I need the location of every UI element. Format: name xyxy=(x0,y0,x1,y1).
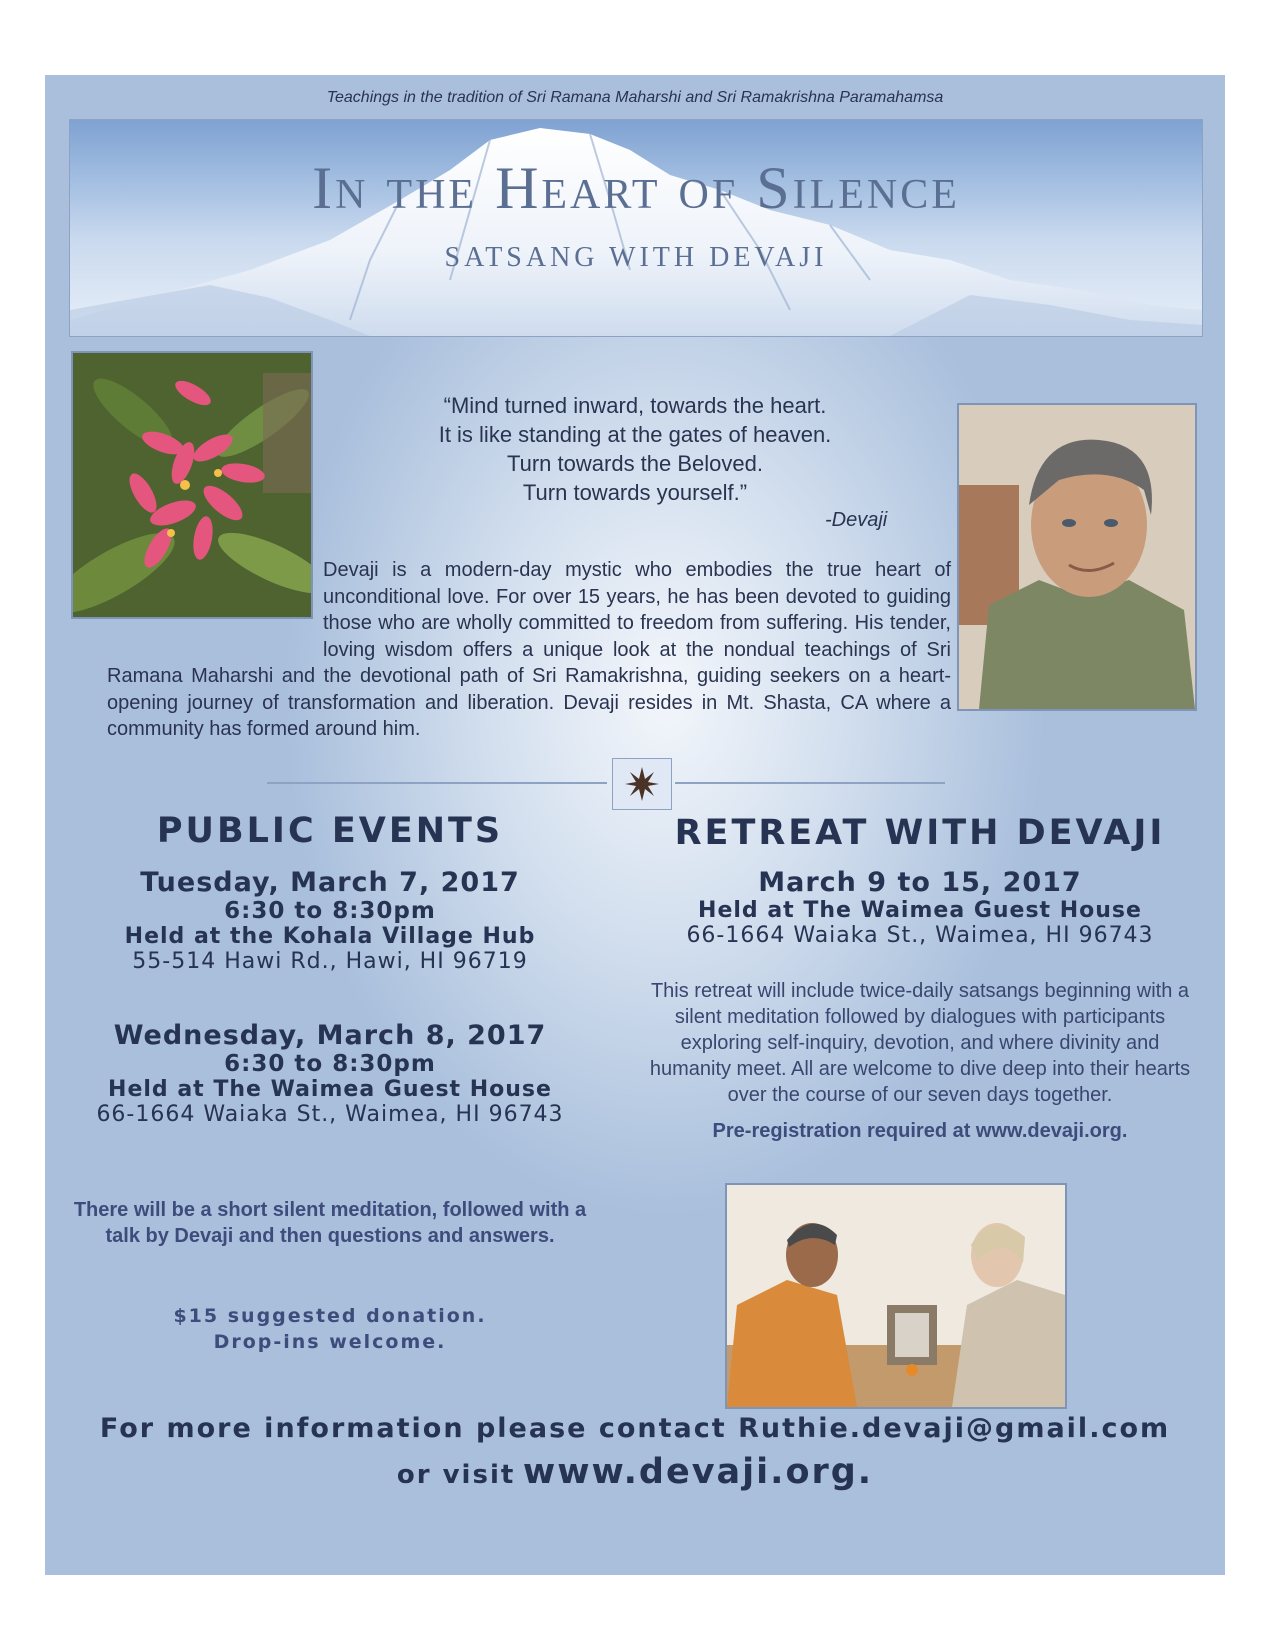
bio-paragraph xyxy=(107,557,951,743)
bio-indent-spacer xyxy=(107,557,323,637)
website-link[interactable]: www.devaji.org. xyxy=(522,1452,874,1492)
retreat-column xyxy=(625,813,1215,1144)
divider-star-ornament xyxy=(612,758,672,810)
quote-line: Turn towards yourself.” xyxy=(522,480,748,505)
quote-line: It is like standing at the gates of heaven. xyxy=(438,422,832,447)
flyer xyxy=(45,75,1225,1575)
event-address: 66-1664 Waiaka St., Waimea, HI 96743 xyxy=(96,1102,564,1127)
mountain-banner xyxy=(69,119,1203,337)
event-time: 6:30 to 8:30pm xyxy=(224,898,436,924)
dropins-line: Drop-ins welcome. xyxy=(213,1331,447,1353)
divider-line-left xyxy=(267,782,607,784)
visit-prefix: or visit xyxy=(396,1460,516,1490)
devaji-portrait-photo xyxy=(957,403,1197,711)
public-events-column xyxy=(65,811,595,1127)
event-address: 55-514 Hawi Rd., Hawi, HI 96719 xyxy=(132,949,528,974)
donation-text xyxy=(65,1303,595,1355)
quote-line: “Mind turned inward, towards the heart. xyxy=(443,393,827,418)
event-venue: Held at The Waimea Guest House xyxy=(108,1077,552,1102)
event-time: 6:30 to 8:30pm xyxy=(224,1051,436,1077)
retreat-heading: RETREAT WITH DEVAJI xyxy=(674,813,1166,853)
tagline: Teachings in the tradition of Sri Ramana Maharshi and Sri Ramakrishna Paramahamsa xyxy=(326,89,944,106)
donation-line: $15 suggested donation. xyxy=(173,1305,487,1327)
event-date: Wednesday, March 8, 2017 xyxy=(113,1020,547,1051)
retreat-description: This retreat will include twice-daily satsangs beginning with a silent meditation followed by dialogues with participants exploring self-inquiry, devotion, and where divinity and humanity meet. All are welcome to dive deep into their hearts over the course of our seven days together. xyxy=(649,980,1191,1106)
star-icon xyxy=(613,759,671,809)
retreat-address: 66-1664 Waiaka St., Waimea, HI 96743 xyxy=(686,923,1154,948)
retreat-venue: Held at The Waimea Guest House xyxy=(698,898,1142,923)
banner-title: In the Heart of Silence xyxy=(312,155,960,221)
quote-line: Turn towards the Beloved. xyxy=(507,451,763,476)
pre-registration-note: Pre-registration required at www.devaji.org. xyxy=(712,1120,1128,1142)
quote xyxy=(355,391,915,507)
event-venue: Held at the Kohala Village Hub xyxy=(124,924,536,949)
contact-footer xyxy=(45,1413,1225,1492)
quote-author: -Devaji xyxy=(825,509,888,531)
retreat-dates: March 9 to 15, 2017 xyxy=(758,867,1082,898)
event-date: Tuesday, March 7, 2017 xyxy=(140,867,520,898)
public-events-note: There will be a short silent meditation, followed with a talk by Devaji and then questions and answers. xyxy=(73,1199,587,1247)
contact-line: For more information please contact Ruthie.devaji@gmail.com xyxy=(99,1413,1171,1444)
banner-subtitle: SATSANG WITH DEVAJI xyxy=(444,242,828,273)
retreat-dialogue-photo xyxy=(725,1183,1067,1409)
bio-text: Devaji is a modern-day mystic who embodies the true heart of unconditional love. For over 15 years, he has been devoted to guiding those who are wholly committed to freedom from suffering. His tender, loving wisdom offers a unique look at the nondual teachings of Sri Ramana Maharshi and the devotional path of Sri Ramakrishna, guiding seekers on a heart-opening journey of transformation and liberation. Devaji resides in Mt. Shasta, CA where a community has formed around him. xyxy=(107,559,951,740)
public-events-heading: PUBLIC EVENTS xyxy=(156,811,504,851)
mountain-illustration xyxy=(70,120,1202,336)
divider-line-right xyxy=(675,782,945,784)
